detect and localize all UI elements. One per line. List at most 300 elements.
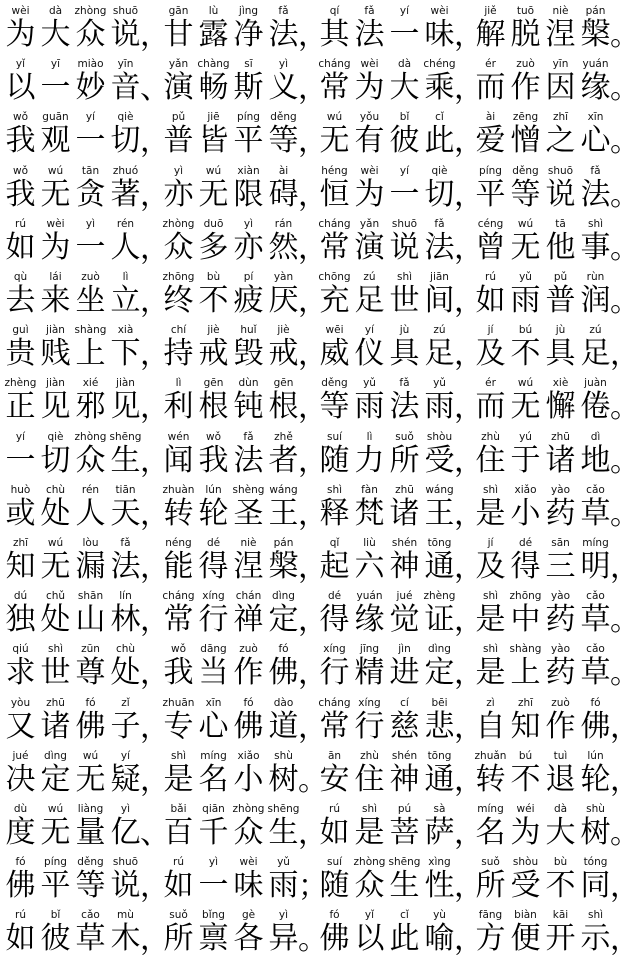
pinyin: qù [13,271,28,283]
punctuation-mark: ， [610,337,640,373]
character-cell [74,855,107,905]
hanzi-character: 处 [40,495,71,531]
pinyin: yì [85,217,96,230]
verse-phrase [4,855,170,905]
hanzi-character: 不 [510,761,541,797]
character-cell [109,589,142,639]
character-cell [39,376,72,426]
hanzi-character: 佛 [5,868,36,904]
pinyin: dìng [428,643,451,656]
hanzi-character: 得 [198,549,229,584]
character-cell [423,802,456,852]
hanzi-character: 觉 [389,602,420,638]
character-cell [267,696,300,746]
hanzi-character: 药 [545,655,576,691]
pinyin: yí [120,749,131,762]
pinyin: tā [555,217,566,230]
hanzi-character: 如 [5,229,36,265]
hanzi-character: 不 [545,868,576,904]
character-cell [318,430,351,480]
hanzi-character: 闻 [163,442,194,478]
punctuation-mark: ， [454,18,484,53]
character-cell [267,57,300,107]
punctuation-mark: ， [454,284,484,319]
pinyin: rú [15,217,26,230]
pinyin: wú [517,217,534,230]
pinyin: yì [120,803,131,815]
hanzi-character: 切 [110,123,141,159]
character-cell [4,110,37,160]
pinyin: wǒ [12,111,28,124]
punctuation-mark: 。 [610,124,640,160]
character-cell [474,536,507,586]
punctuation-mark: ， [454,869,484,905]
pinyin: fó [243,696,254,709]
punctuation-mark: 。 [610,18,640,53]
character-cell [4,270,37,320]
character-cell [388,376,421,426]
hanzi-character: 说 [110,17,141,52]
character-cell [39,536,72,586]
hanzi-character: 草 [580,655,611,691]
pinyin: xìng [428,856,451,869]
character-cell [109,855,142,905]
hanzi-character: 槃 [580,17,611,52]
pinyin: gēn [273,377,294,390]
pinyin: dà [397,58,412,71]
verse-line [4,376,640,426]
hanzi-character: 亦 [163,176,194,212]
hanzi-character: 乘 [424,70,455,106]
verse-line [4,4,640,54]
hanzi-character: 作 [545,708,576,744]
hanzi-character: 禅 [233,602,264,638]
character-cell [353,855,386,905]
pinyin: yí [399,5,410,17]
pinyin: zhuàn [162,483,195,496]
punctuation-mark: ， [298,337,328,373]
pinyin: zhū [551,430,570,443]
character-cell [232,430,265,480]
character-cell [388,57,421,107]
character-cell [353,483,386,533]
hanzi-character: 大 [545,815,576,850]
character-cell [197,4,230,54]
pinyin: cǎo [586,483,605,496]
pinyin: yù [433,909,446,922]
character-cell [197,589,230,639]
pinyin: wú [517,377,534,390]
hanzi-character: 涅 [233,549,264,584]
punctuation-mark: ， [454,922,484,958]
hanzi-character: 诸 [545,442,576,478]
character-cell [39,270,72,320]
hanzi-character: 如 [319,815,350,850]
character-cell [197,217,230,267]
pinyin: shì [361,803,378,815]
pinyin: huǐ [240,324,257,337]
hanzi-character: 作 [233,655,264,691]
pinyin: cháng [162,590,195,603]
character-cell [74,217,107,267]
hanzi-character: 法 [233,442,264,478]
hanzi-character: 林 [110,602,141,638]
pinyin: jù [555,324,566,337]
character-cell [544,270,577,320]
hanzi-character: 进 [389,655,420,691]
hanzi-character: 众 [354,868,385,904]
character-cell [474,908,507,958]
pinyin: yuán [356,590,383,603]
character-cell [474,483,507,533]
character-cell [39,855,72,905]
pinyin: shèng [232,483,265,496]
pinyin: yǔ [519,271,532,283]
character-cell [197,696,230,746]
pinyin: tuì [553,749,568,762]
verse-phrase [474,376,640,426]
pinyin: lún [205,483,222,496]
character-cell [74,696,107,746]
hanzi-character: 不 [510,336,541,372]
pinyin: jiě [484,5,497,17]
hanzi-character: 下 [110,336,141,372]
pinyin: zūn [81,643,100,656]
character-cell [544,696,577,746]
character-cell [509,749,542,799]
hanzi-character: 佛 [319,921,350,957]
character-cell [232,696,265,746]
hanzi-character: 作 [510,70,541,106]
pinyin: jí [487,537,494,549]
hanzi-character: 持 [163,336,194,372]
pinyin: shēng [267,803,300,815]
character-cell [579,589,612,639]
pinyin: shēng [388,856,421,869]
hanzi-character: 根 [268,389,299,425]
character-cell [197,483,230,533]
character-cell [267,270,300,320]
pinyin: xiǎo [237,749,260,762]
character-cell [232,802,265,852]
character-cell [544,642,577,692]
pinyin: děng [270,111,297,124]
pinyin: rén [116,217,135,230]
verse-line [4,642,640,692]
pinyin: jiàn [46,377,65,390]
hanzi-character: 贱 [40,336,71,372]
pinyin: míng [200,749,227,762]
pinyin: chí [170,324,187,337]
punctuation-mark: 。 [610,177,640,213]
hanzi-character: 正 [5,389,36,425]
punctuation-mark: ， [610,869,640,905]
hanzi-character: 根 [198,389,229,425]
character-cell [353,110,386,160]
character-cell [423,589,456,639]
pinyin: xiè [552,377,569,390]
pinyin: jué [12,749,29,762]
character-cell [197,642,230,692]
character-cell [318,536,351,586]
hanzi-character: 解 [475,17,506,52]
pinyin: děng [77,856,104,869]
pinyin: cǐ [435,111,444,124]
character-cell [74,376,107,426]
character-cell [197,110,230,160]
character-cell [267,376,300,426]
pinyin: wǒ [170,643,186,656]
verse-phrase [162,323,328,373]
hanzi-character: 六 [354,549,385,584]
hanzi-character: 安 [319,761,350,797]
hanzi-character: 中 [510,602,541,638]
pinyin: sī [244,58,253,71]
pinyin: míng [477,803,504,815]
character-cell [39,802,72,852]
verse-phrase [318,217,484,267]
pinyin: shàng [74,324,107,337]
character-cell [109,536,142,586]
hanzi-character: 说 [110,868,141,904]
pinyin: rùn [586,271,605,283]
verse-phrase [4,802,170,852]
pinyin: pǔ [553,271,568,283]
punctuation-mark: ， [454,390,484,426]
character-cell [4,164,37,214]
character-cell [388,430,421,480]
pinyin: zhī [517,696,534,709]
hanzi-character: 味 [424,17,455,52]
hanzi-character: 证 [424,602,455,638]
punctuation-mark: ， [140,656,170,692]
character-cell [509,217,542,267]
hanzi-character: 圣 [233,495,264,531]
verse-phrase [474,110,640,160]
pinyin: rú [173,856,184,869]
pinyin: zuò [551,696,570,709]
verse-phrase [474,57,640,107]
hanzi-character: 千 [198,815,229,850]
hanzi-character: 知 [5,549,36,584]
hanzi-character: 草 [75,921,106,957]
hanzi-character: 疑 [110,761,141,797]
hanzi-character: 是 [354,815,385,850]
pinyin: shì [587,909,604,922]
character-cell [423,536,456,586]
character-cell [509,536,542,586]
character-cell [318,802,351,852]
hanzi-character: 爱 [475,123,506,159]
verse-phrase [162,855,328,905]
hanzi-character: 此 [424,123,455,159]
character-cell [423,642,456,692]
character-cell [318,57,351,107]
pinyin: shàng [509,643,542,656]
pinyin: chōng [318,271,351,283]
pinyin: qiān [202,803,225,815]
hanzi-character: 生 [110,442,141,478]
pinyin: zēng [512,111,539,124]
hanzi-character: 如 [163,868,194,904]
hanzi-character: 尊 [75,655,106,691]
pinyin: ài [485,111,496,124]
character-cell [579,323,612,373]
character-cell [109,4,142,54]
character-cell [423,376,456,426]
character-cell [423,164,456,214]
hanzi-character: 定 [268,602,299,638]
character-cell [39,589,72,639]
character-cell [162,323,195,373]
pinyin: chù [45,483,66,496]
hanzi-character: 限 [233,176,264,212]
pinyin: gè [241,909,256,922]
pinyin: shòu [426,430,453,443]
pinyin: fǎ [364,5,375,17]
pinyin: fǎ [120,537,131,549]
hanzi-character: 众 [233,815,264,850]
punctuation-mark: ， [610,762,640,798]
pinyin: dé [327,590,342,603]
pinyin: shù [586,803,605,815]
character-cell [4,696,37,746]
character-cell [162,802,195,852]
pinyin: pán [273,537,294,549]
verse-phrase [318,749,484,799]
pinyin: cǐ [400,909,409,922]
character-cell [197,430,230,480]
pinyin: qǐ [329,537,340,549]
pinyin: sà [433,803,446,815]
character-cell [232,376,265,426]
pinyin: fǎ [399,377,410,390]
hanzi-character: 此 [389,921,420,957]
character-cell [544,164,577,214]
character-cell [74,642,107,692]
character-cell [318,217,351,267]
character-cell [509,270,542,320]
punctuation-mark: ， [454,124,484,160]
hanzi-character: 说 [545,176,576,212]
hanzi-character: 是 [475,495,506,531]
pinyin: héng [321,164,348,177]
character-cell [74,749,107,799]
verse-phrase [318,908,484,958]
pinyin: děng [512,164,539,177]
pinyin: xiàn [237,164,260,177]
hanzi-character: 人 [75,495,106,531]
verse-phrase [162,749,328,799]
pinyin: dāng [200,643,227,656]
hanzi-character: 转 [475,761,506,797]
pinyin: wú [47,803,64,815]
hanzi-character: 常 [163,602,194,638]
character-cell [509,430,542,480]
pinyin: wú [47,537,64,549]
verse-phrase [318,376,484,426]
hanzi-character: 便 [510,921,541,957]
hanzi-character: 萨 [424,815,455,850]
pinyin: jiān [430,271,449,283]
pinyin: tiān [115,483,136,496]
hanzi-character: 神 [389,761,420,797]
pinyin: yào [550,590,571,603]
hanzi-character: 无 [40,549,71,584]
verse-phrase [318,270,484,320]
hanzi-character: 有 [354,123,385,159]
punctuation-mark: ， [140,18,170,53]
pinyin: yuán [582,58,609,71]
hanzi-character: 威 [319,336,350,372]
character-cell [4,855,37,905]
hanzi-character: 明 [580,549,611,584]
pinyin: yú [519,430,532,443]
hanzi-character: 住 [354,761,385,797]
character-cell [474,4,507,54]
character-cell [509,4,542,54]
character-cell [318,642,351,692]
pinyin: zú [433,324,446,337]
character-cell [197,908,230,958]
character-cell [4,536,37,586]
hanzi-character: 生 [268,815,299,850]
pinyin: wáng [269,483,298,496]
character-cell [353,749,386,799]
hanzi-character: 定 [40,761,71,797]
character-cell [509,323,542,373]
character-cell [39,4,72,54]
hanzi-character: 懈 [545,389,576,425]
hanzi-character: 神 [389,549,420,584]
verse-line [4,217,640,267]
hanzi-character: 药 [545,495,576,531]
character-cell [579,802,612,852]
hanzi-character: 道 [268,708,299,744]
character-cell [388,217,421,267]
pinyin: rú [329,803,340,815]
character-cell [74,536,107,586]
verse-phrase [318,323,484,373]
hanzi-character: 足 [424,336,455,372]
pinyin: jí [487,324,494,337]
pinyin: jiè [207,324,220,337]
hanzi-character: 菩 [389,815,420,850]
verse-phrase [318,164,484,214]
character-cell [109,642,142,692]
hanzi-character: 终 [163,283,194,318]
character-cell [544,536,577,586]
character-cell [353,696,386,746]
verse-phrase [474,4,640,54]
pinyin: zhū [46,696,65,709]
pinyin: cǎo [586,590,605,603]
pinyin: shì [326,483,343,496]
verse-phrase [162,802,328,852]
pinyin: cǎo [586,643,605,656]
character-cell [39,483,72,533]
pinyin: zhī [552,111,569,124]
character-cell [74,483,107,533]
character-cell [353,376,386,426]
character-cell [39,430,72,480]
verse-phrase [4,110,170,160]
pinyin: yàn [273,271,294,283]
pinyin: wú [82,749,99,762]
punctuation-mark: 。 [610,284,640,319]
hanzi-character: 王 [268,495,299,531]
hanzi-character: 随 [319,868,350,904]
